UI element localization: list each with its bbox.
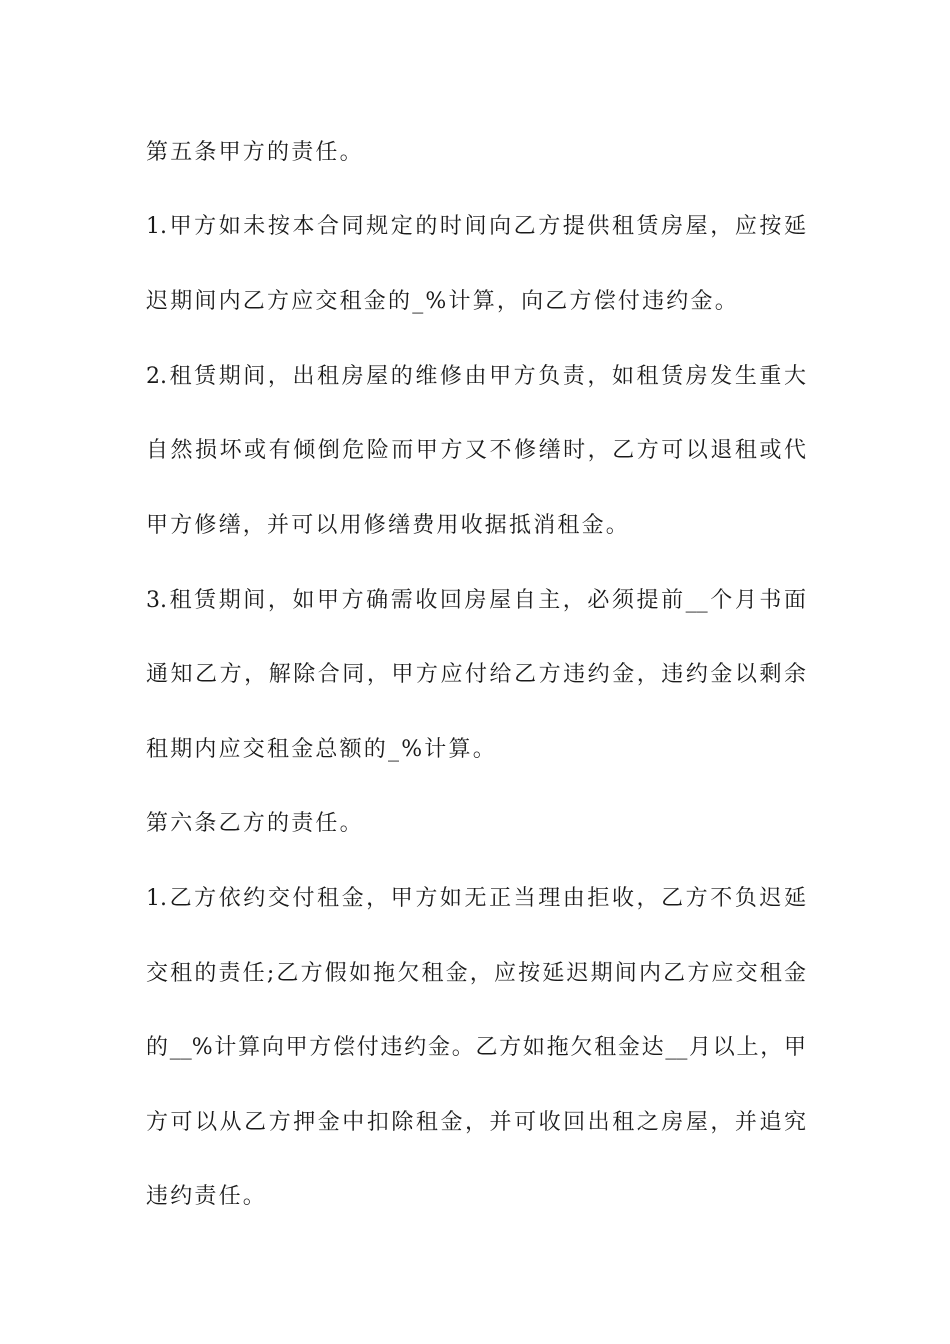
paragraph-line: 2.租赁期间，出租房屋的维修由甲方负责，如租赁房发生重大 bbox=[146, 364, 806, 389]
paragraph-line: 迟期间内乙方应交租金的_%计算，向乙方偿付违约金。 bbox=[146, 289, 739, 314]
paragraph-line: 1.甲方如未按本合同规定的时间向乙方提供租赁房屋，应按延 bbox=[146, 214, 806, 239]
paragraph-line: 的__%计算向甲方偿付违约金。乙方如拖欠租金达__月以上，甲 bbox=[146, 1035, 806, 1060]
paragraph-line: 3.租赁期间，如甲方确需收回房屋自主，必须提前__个月书面 bbox=[146, 588, 806, 613]
paragraph-line: 违约责任。 bbox=[146, 1184, 268, 1209]
paragraph-line: 1.乙方依约交付租金，甲方如无正当理由拒收，乙方不负迟延 bbox=[146, 886, 806, 911]
paragraph-line: 租期内应交租金总额的_%计算。 bbox=[146, 737, 497, 762]
paragraph-line: 通知乙方，解除合同，甲方应付给乙方违约金，违约金以剩余 bbox=[146, 662, 806, 687]
paragraph-line: 自然损坏或有倾倒危险而甲方又不修缮时，乙方可以退租或代 bbox=[146, 438, 806, 463]
paragraph-line: 方可以从乙方押金中扣除租金，并可收回出租之房屋，并追究 bbox=[146, 1110, 806, 1135]
article-6-heading: 第六条乙方的责任。 bbox=[146, 811, 364, 836]
paragraph-line: 交租的责任;乙方假如拖欠租金，应按延迟期间内乙方应交租金 bbox=[146, 961, 806, 986]
article-5-heading: 第五条甲方的责任。 bbox=[146, 140, 364, 165]
paragraph-line: 甲方修缮，并可以用修缮费用收据抵消租金。 bbox=[146, 513, 631, 538]
